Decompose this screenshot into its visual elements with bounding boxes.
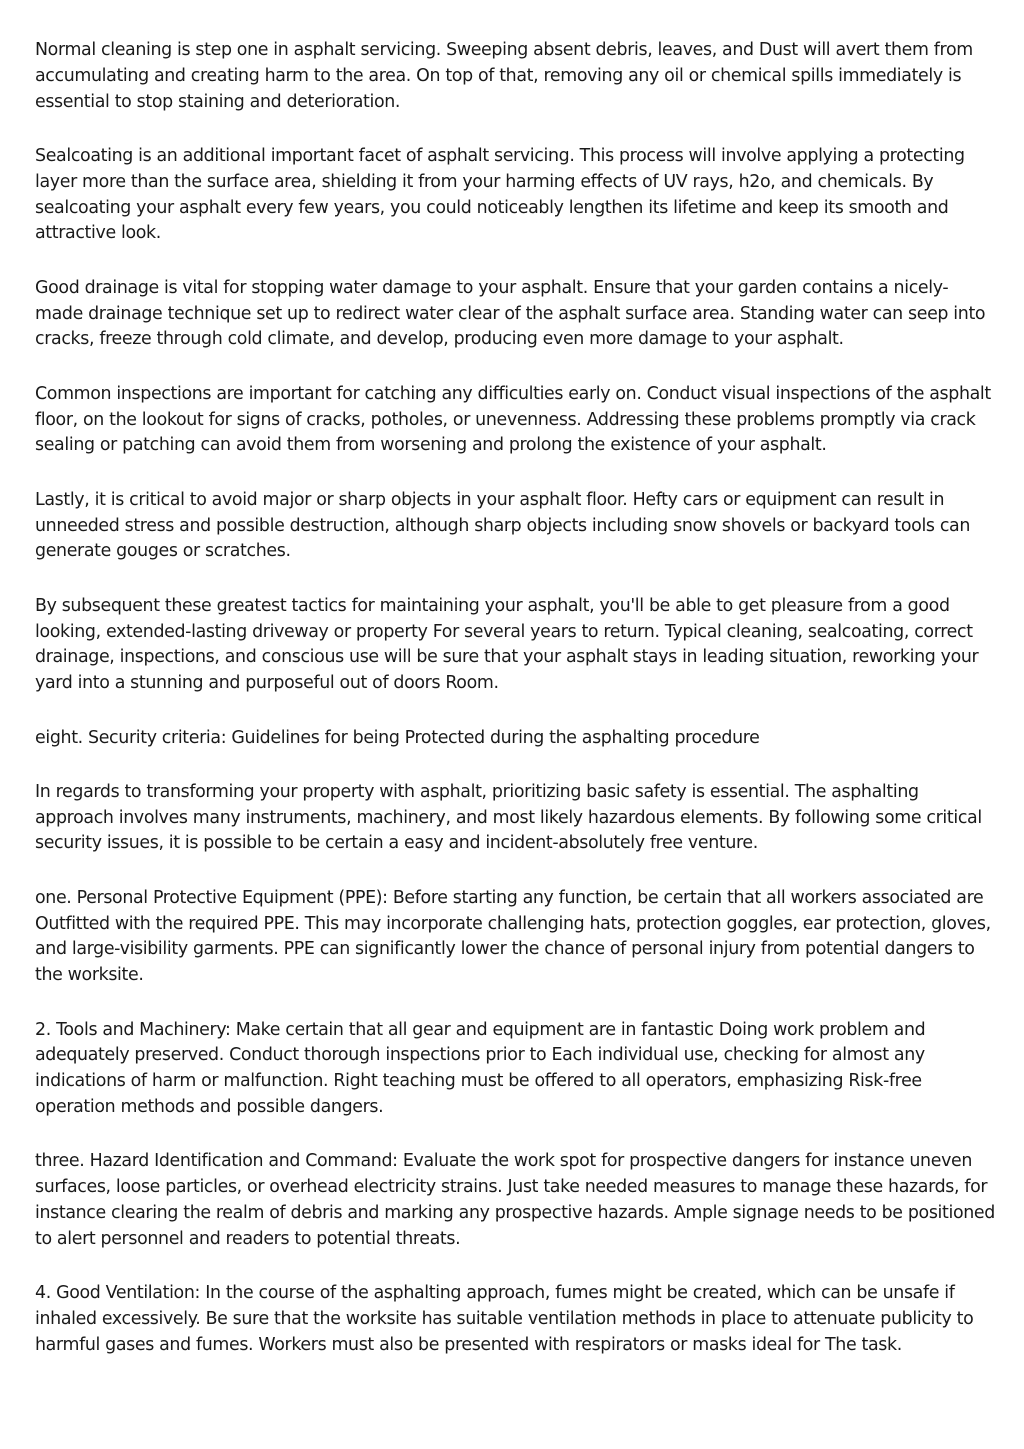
paragraph-cleaning: Normal cleaning is step one in asphalt servicing. Sweeping absent debris, leaves, and Dust will avert them from accumulating and creating harm to the area. On top of that, removing any oil or chemical spills immediately is essential to stop staining and deterioration. (35, 40, 973, 112)
paragraph-summary: By subsequent these greatest tactics for maintaining your asphalt, you'll be able to get pleasure from a good looking, extended-lasting driveway or property For several years to return. Typical cleaning, sealcoating, correct drainage, inspections, and conscious use will be sure that your asphalt stays in leading situation, reworking your yard into a stunning and purposeful out of doors Room. (35, 595, 979, 694)
paragraph-ppe: one. Personal Protective Equipment (PPE): Before starting any function, be certain that all workers associated are Outfitted with the required PPE. This may incorporate challenging hats, protection goggles, ear protection, gloves, and large-visibility garments. PPE can significantly lower the chance of personal injury from potential dangers to the worksite. (35, 887, 991, 986)
paragraph-sealcoating: Sealcoating is an additional important facet of asphalt servicing. This process will involve applying a protecting layer more than the surface area, shielding it from your harming effects of UV rays, h2o, and chemicals. By sealcoating your asphalt every few years, you could noticeably lengthen its lifetime and keep its smooth and attractive look. (35, 145, 965, 244)
paragraph-heavy-objects: Lastly, it is critical to avoid major or sharp objects in your asphalt floor. Hefty cars or equipment can result in unneeded stress and possible destruction, although sharp objects including snow shovels or backyard tools can generate gouges or scratches. (35, 489, 971, 562)
paragraph-inspections: Common inspections are important for catching any difficulties early on. Conduct visual inspections of the asphalt floor, on the lookout for signs of cracks, potholes, or unevenness. Addressing these problems promptly via crack sealing or patching can avoid them from worsening and prolong the existence of your asphalt. (35, 383, 991, 456)
paragraph-tools-machinery: 2. Tools and Machinery: Make certain that all gear and equipment are in fantastic Doing work problem and adequately preserved. Conduct thorough inspections prior to Each individual use, checking for almost any indications of harm or malfunction. Right teaching must be offered to all operators, emphasizing Risk-free operation methods and possible dangers. (35, 1019, 926, 1118)
paragraph-drainage: Good drainage is vital for stopping water damage to your asphalt. Ensure that your garden contains a nicely-made drainage technique set up to redirect water clear of the asphalt surface area. Standing water can seep into cracks, freeze through cold climate, and develop, producing even more damage to your asphalt. (35, 277, 986, 350)
paragraph-ventilation: 4. Good Ventilation: In the course of the asphalting approach, fumes might be created, which can be unsafe if inhaled excessively. Be sure that the worksite has suitable ventilation methods in place to attenuate publicity to harmful gases and fumes. Workers must also be presented with respirators or masks ideal for The task. (35, 1283, 974, 1355)
section-heading-safety: eight. Security criteria: Guidelines for being Protected during the asphalting procedure (35, 727, 760, 748)
paragraph-safety-intro: In regards to transforming your property with asphalt, prioritizing basic safety is essential. The asphalting approach involves many instruments, machinery, and most likely hazardous elements. By following some critical security issues, it is possible to be certain a easy and incident-absolutely free venture. (35, 781, 982, 854)
document-body (35, 38, 995, 1387)
paragraph-hazard-identification: three. Hazard Identification and Command: Evaluate the work spot for prospective dangers for instance uneven surfaces, loose particles, or overhead electricity strains. Just take needed measures to manage these hazards, for instance clearing the realm of debris and marking any prospective hazards. Ample signage needs to be positioned to alert personnel and readers to potential threats. (35, 1151, 995, 1249)
